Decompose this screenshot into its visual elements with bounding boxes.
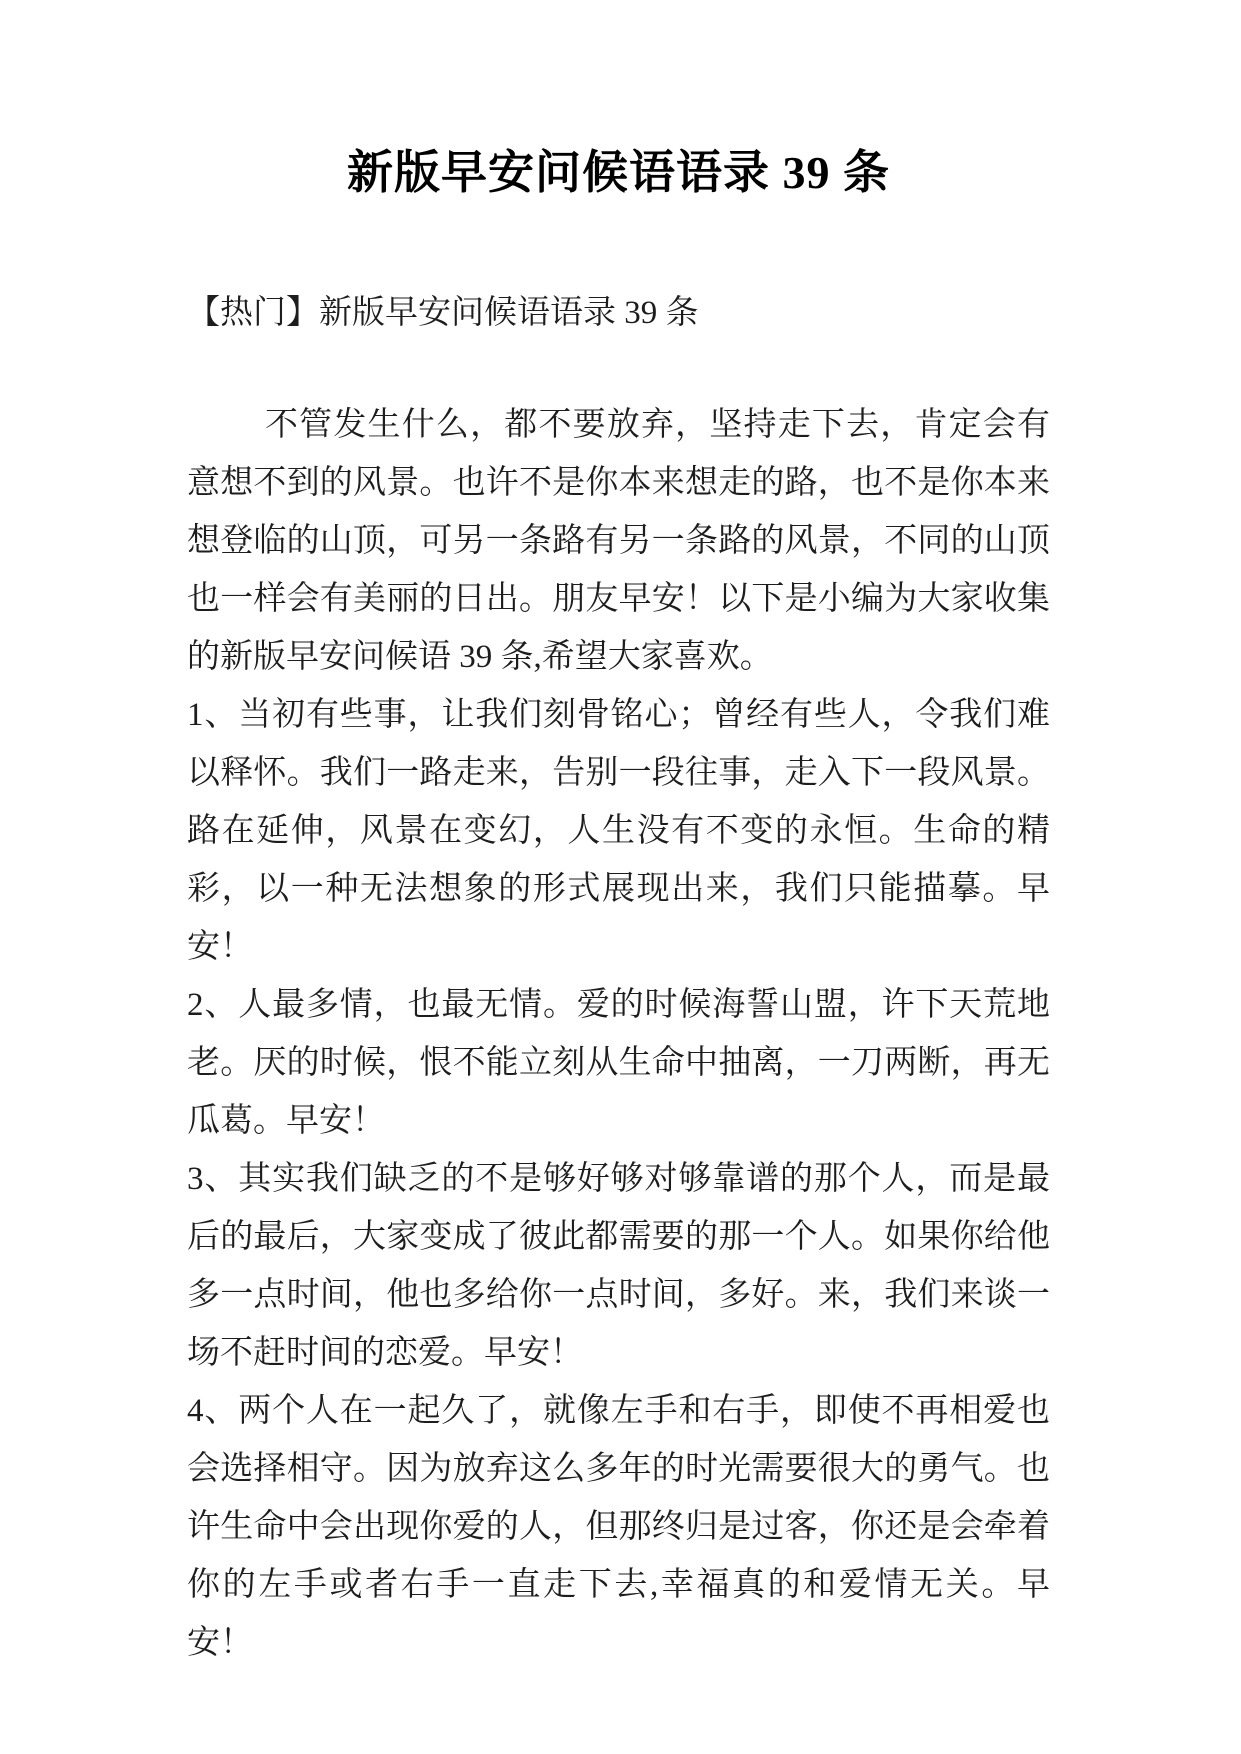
section-heading: 【热门】新版早安问候语语录 39 条 bbox=[187, 295, 699, 331]
quote-item-3: 3、其实我们缺乏的不是够好够对够靠谱的那个人，而是最后的最后，大家变成了彼此都需要的那一个人。如果你给他多一点时间，他也多给你一点时间，多好。来，我们来谈一场不赶时间的恋爱。早安！ bbox=[187, 1161, 1050, 1371]
quote-item-2: 2、人最多情，也最无情。爱的时候海誓山盟，许下天荒地老。厌的时候，恨不能立刻从生命中抽离，一刀两断，再无瓜葛。早安！ bbox=[187, 987, 1050, 1139]
quote-item-4: 4、两个人在一起久了，就像左手和右手，即使不再相爱也会选择相守。因为放弃这么多年的时光需要很大的勇气。也许生命中会出现你爱的人，但那终归是过客，你还是会牵着你的左手或者右手一直走下去,幸福真的和爱情无关。早安！ bbox=[187, 1393, 1050, 1661]
quote-item-1: 1、当初有些事，让我们刻骨铭心；曾经有些人，令我们难以释怀。我们一路走来，告别一段往事，走入下一段风景。路在延伸，风景在变幻，人生没有不变的永恒。生命的精彩，以一种无法想象的形式展现出来，我们只能描摹。早安！ bbox=[187, 697, 1050, 965]
page-title: 新版早安问候语语录 39 条 bbox=[347, 147, 890, 198]
intro-paragraph: 不管发生什么，都不要放弃，坚持走下去，肯定会有意想不到的风景。也许不是你本来想走的路，也不是你本来想登临的山顶，可另一条路有另一条路的风景，不同的山顶也一样会有美丽的日出。朋友早安！以下是小编为大家收集的新版早安问候语 39 条,希望大家喜欢。 bbox=[187, 407, 1050, 675]
